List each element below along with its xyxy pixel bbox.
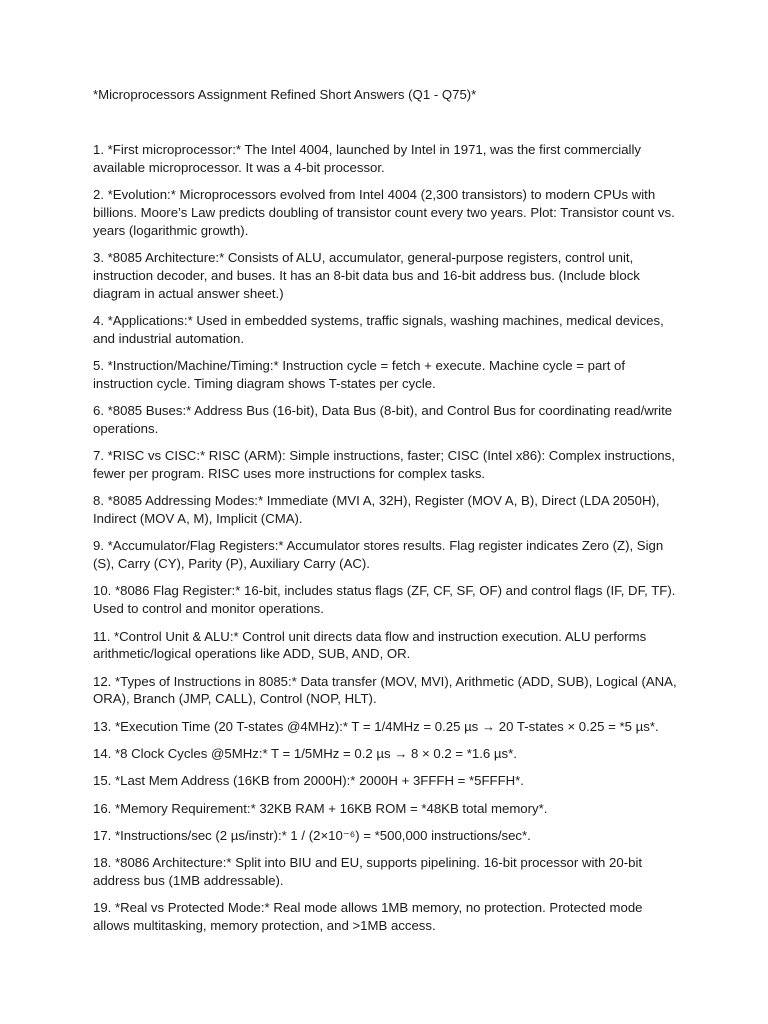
- document-page: [93, 86, 678, 944]
- answer-item: 13. *Execution Time (20 T-states @4MHz):* T = 1/4MHz = 0.25 µs → 20 T-states × 0.25 = *5 µs*.: [93, 718, 659, 734]
- answer-item: 10. *8086 Flag Register:* 16-bit, includes status flags (ZF, CF, SF, OF) and control flags (IF, DF, TF). Used to control and monitor operations.: [93, 583, 676, 617]
- answer-item: 9. *Accumulator/Flag Registers:* Accumulator stores results. Flag register indicates Zero (Z), Sign (S), Carry (CY), Parity (P), Auxiliary Carry (AC).: [93, 538, 664, 572]
- answer-item: 16. *Memory Requirement:* 32KB RAM + 16KB ROM = *48KB total memory*.: [93, 800, 548, 816]
- answer-item: 12. *Types of Instructions in 8085:* Data transfer (MOV, MVI), Arithmetic (ADD, SUB), Logical (ANA, ORA), Branch (JMP, CALL), Control (NOP, HLT).: [93, 673, 677, 707]
- answer-item: 5. *Instruction/Machine/Timing:* Instruction cycle = fetch + execute. Machine cycle = part of instruction cycle. Timing diagram shows T-states per cycle.: [93, 357, 626, 391]
- answer-item: 4. *Applications:* Used in embedded systems, traffic signals, washing machines, medical devices, and industrial automation.: [93, 312, 664, 346]
- answer-item: 8. *8085 Addressing Modes:* Immediate (MVI A, 32H), Register (MOV A, B), Direct (LDA 2050H), Indirect (MOV A, M), Implicit (CMA).: [93, 493, 660, 527]
- answer-item: 14. *8 Clock Cycles @5MHz:* T = 1/5MHz = 0.2 µs → 8 × 0.2 = *1.6 µs*.: [93, 746, 517, 762]
- answer-item: 19. *Real vs Protected Mode:* Real mode allows 1MB memory, no protection. Protected mode allows multitasking, memory protection, and >1MB access.: [93, 900, 643, 934]
- answer-item: 1. *First microprocessor:* The Intel 4004, launched by Intel in 1971, was the first commercially available microprocessor. It was a 4-bit processor.: [93, 142, 642, 175]
- answer-item: 15. *Last Mem Address (16KB from 2000H):* 2000H + 3FFFH = *5FFFH*.: [93, 773, 524, 789]
- answer-item: 3. *8085 Architecture:* Consists of ALU, accumulator, general-purpose registers, control unit, instruction decoder, and buses. It has an 8-bit data bus and 16-bit address bus. (Include block diagram in actual answer sheet.): [93, 249, 640, 301]
- answer-item: 2. *Evolution:* Microprocessors evolved from Intel 4004 (2,300 transistors) to modern CPUs with billions. Moore’s Law predicts doubling of transistor count every two years. Plot: Transistor count vs. years (logarithmic growth).: [93, 187, 675, 238]
- answer-item: 7. *RISC vs CISC:* RISC (ARM): Simple instructions, faster; CISC (Intel x86): Complex instructions, fewer per program. RISC uses more instructions for complex tasks.: [93, 448, 675, 481]
- answer-item: 6. *8085 Buses:* Address Bus (16-bit), Data Bus (8-bit), and Control Bus for coordinating read/write operations.: [93, 403, 673, 436]
- answer-item: 18. *8086 Architecture:* Split into BIU and EU, supports pipelining. 16-bit processor with 20-bit address bus (1MB addressable).: [93, 855, 643, 888]
- answer-item: 17. *Instructions/sec (2 µs/instr):* 1 / (2×10⁻⁶) = *500,000 instructions/sec*.: [93, 827, 531, 843]
- document-title: *Microprocessors Assignment Refined Short Answers (Q1 - Q75)*: [93, 87, 477, 102]
- answer-item: 11. *Control Unit & ALU:* Control unit directs data flow and instruction execution. ALU performs arithmetic/logical operations like ADD, SUB, AND, OR.: [93, 628, 647, 662]
